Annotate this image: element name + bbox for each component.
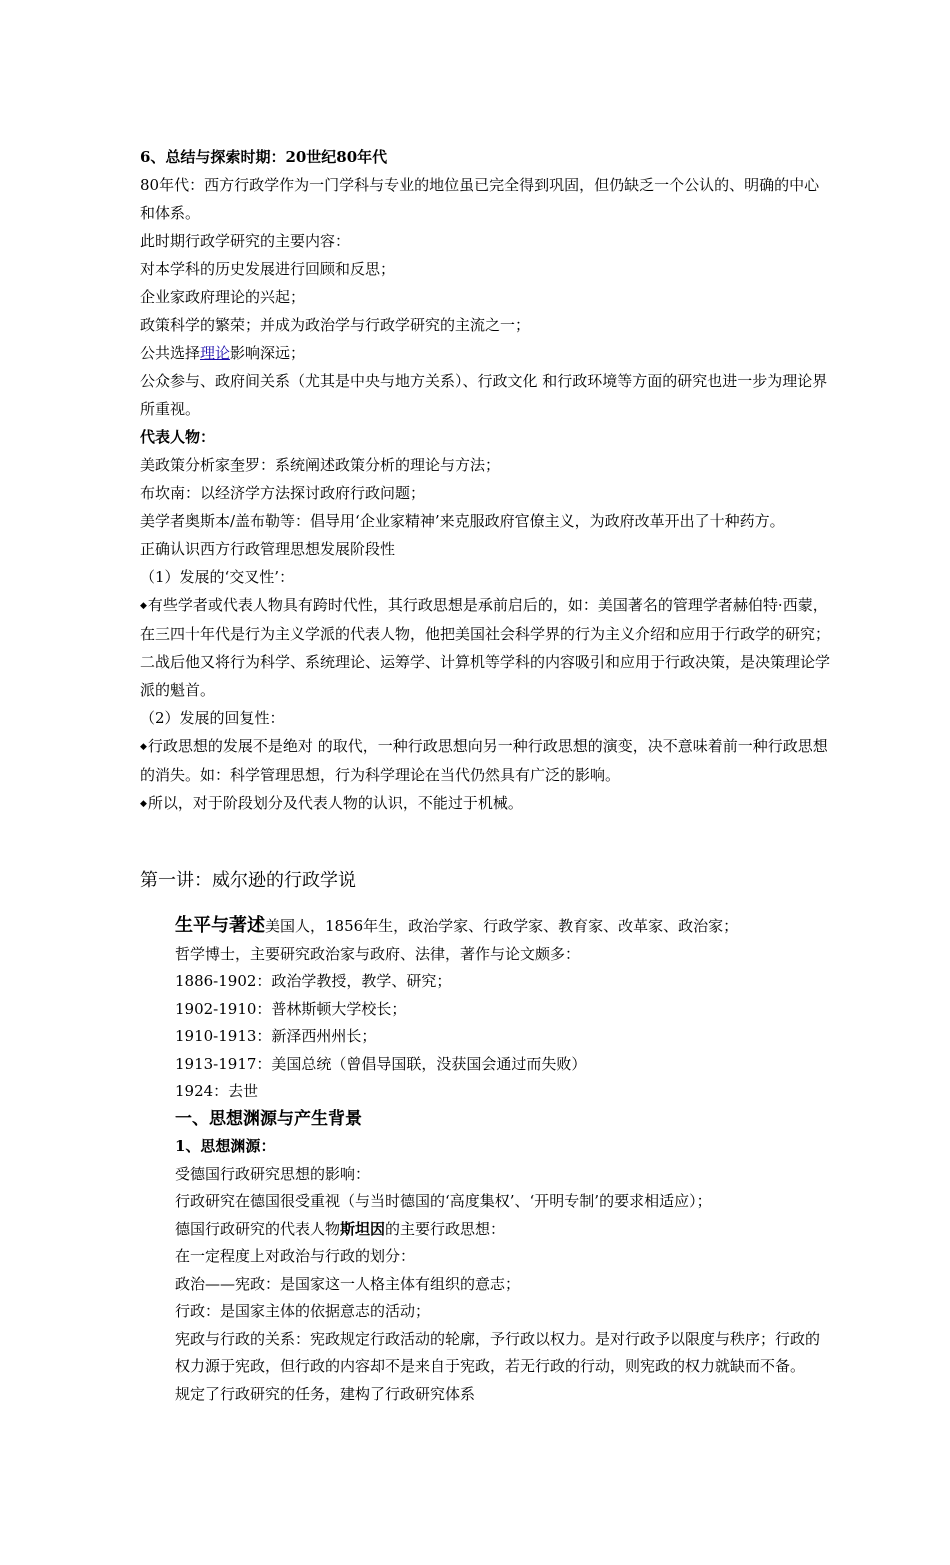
content-label: 此时期行政学研究的主要内容： <box>140 232 351 250</box>
stein-name: 斯坦因 <box>340 1219 386 1238</box>
body-line: 受德国行政研究思想的影响： <box>175 1164 371 1183</box>
content-item: 公众参与、政府间关系（尤其是中央与地方关系）、行政文化 和行政环境等方面的研究也进一步为理论界所重视。 <box>140 372 828 418</box>
content-item <box>140 339 830 367</box>
section-wilson <box>175 912 825 1408</box>
bio-label: 生平与著述 <box>175 915 265 936</box>
section-heading: 一、思想渊源与产生背景 <box>175 1108 362 1129</box>
section-summary-period <box>140 143 830 818</box>
timeline-item: 1902-1910：普林斯顿大学校长； <box>175 999 407 1018</box>
bullet-paragraph <box>140 591 830 704</box>
content-item: 政策科学的繁荣；并成为政治学与行政学研究的主流之一； <box>140 316 531 334</box>
body-paragraph: 宪政与行政的关系：宪政规定行政活动的轮廓，予行政以权力。是对行政予以限度与秩序；行政的权力源于宪政，但行政的内容却不是来自于宪政，若无行政的行动，则宪政的权力就缺而不备。 <box>175 1329 821 1375</box>
content-item: 对本学科的历史发展进行回顾和反思； <box>140 260 396 278</box>
body-line: 行政：是国家主体的依据意志的活动； <box>175 1302 431 1320</box>
text: 美国人，1856年生，政治学家、行政学家、教育家、改革家、政治家； <box>265 917 739 935</box>
text: 行政思想的发展不是绝对 的取代，一种行政思想向另一种行政思想的演变，决不意味着前一种行政思想的消失。如：科学管理思想，行为科学理论在当代仍然具有广泛的影响。 <box>140 737 828 784</box>
bullet-paragraph <box>140 732 830 789</box>
text: 有些学者或代表人物具有跨时代性，其行政思想是承前启后的，如：美国著名的管理学者赫伯特·西蒙，在三四十年代是行为主义学派的代表人物，他把美国社会科学界的行为主义介绍和应用于行政学的研究；二战后他又将行为科学、系统理论、运筹学、计算机等学科的内容吸引和应用于行政决策，是决策理论学派的魁首。 <box>140 596 831 699</box>
representative-item: 美政策分析家奎罗：系统阐述政策分析的理论与方法； <box>140 456 501 474</box>
timeline-item: 1924：去世 <box>175 1082 259 1100</box>
representative-item: 布坎南：以经济学方法探讨政府行政问题； <box>140 484 426 502</box>
text: 影响深远； <box>230 344 306 362</box>
intro-paragraph: 80年代：西方行政学作为一门学科与专业的地位虽已完全得到巩固，但仍缺乏一个公认的、明确的中心和体系。 <box>140 176 820 222</box>
bio-line: 哲学博士，主要研究政治家与政府、法律，著作与论文颇多： <box>175 944 581 963</box>
body-line <box>175 1216 825 1244</box>
theory-link[interactable]: 理论 <box>200 344 231 362</box>
return-label: （2）发展的回复性： <box>140 709 285 727</box>
timeline-item: 1913-1917：美国总统（曾倡导国联，没获国会通过而失败） <box>175 1054 587 1073</box>
timeline-item: 1886-1902：政治学教授，教学、研究； <box>175 972 452 990</box>
bullet-paragraph <box>140 789 830 818</box>
diamond-bullet-icon: ◆ <box>140 601 147 611</box>
bio-line <box>175 912 825 941</box>
text: 的主要行政思想： <box>385 1219 506 1238</box>
subsection-heading: 1、思想渊源： <box>175 1137 276 1155</box>
diamond-bullet-icon: ◆ <box>140 799 147 809</box>
body-line: 规定了行政研究的任务，建构了行政研究体系 <box>175 1384 476 1403</box>
cross-label: （1）发展的‘交叉性’： <box>140 568 295 586</box>
text: 德国行政研究的代表人物 <box>175 1219 341 1238</box>
body-line: 在一定程度上对政治与行政的划分： <box>175 1247 416 1265</box>
body-line: 行政研究在德国很受重视（与当时德国的‘高度集权’、‘开明专制’的要求相适应）； <box>175 1192 712 1210</box>
representative-item: 美学者奥斯本/盖布勒等：倡导用‘企业家精神’来克服政府官僚主义，为政府改革开出了十种药方。 <box>140 512 785 530</box>
lecture-title: 第一讲：威尔逊的行政学说 <box>140 870 356 891</box>
representatives-label: 代表人物： <box>140 428 216 446</box>
section-heading: 6、总结与探索时期：20世纪80年代 <box>140 148 388 166</box>
stage-title: 正确认识西方行政管理思想发展阶段性 <box>140 540 396 558</box>
body-line: 政治——宪政：是国家这一人格主体有组织的意志； <box>175 1274 521 1293</box>
timeline-item: 1910-1913：新泽西州州长； <box>175 1027 377 1045</box>
text: 公共选择 <box>140 344 201 362</box>
text: 所以，对于阶段划分及代表人物的认识，不能过于机械。 <box>147 794 523 812</box>
content-item: 企业家政府理论的兴起； <box>140 288 306 306</box>
diamond-bullet-icon: ◆ <box>140 742 147 752</box>
